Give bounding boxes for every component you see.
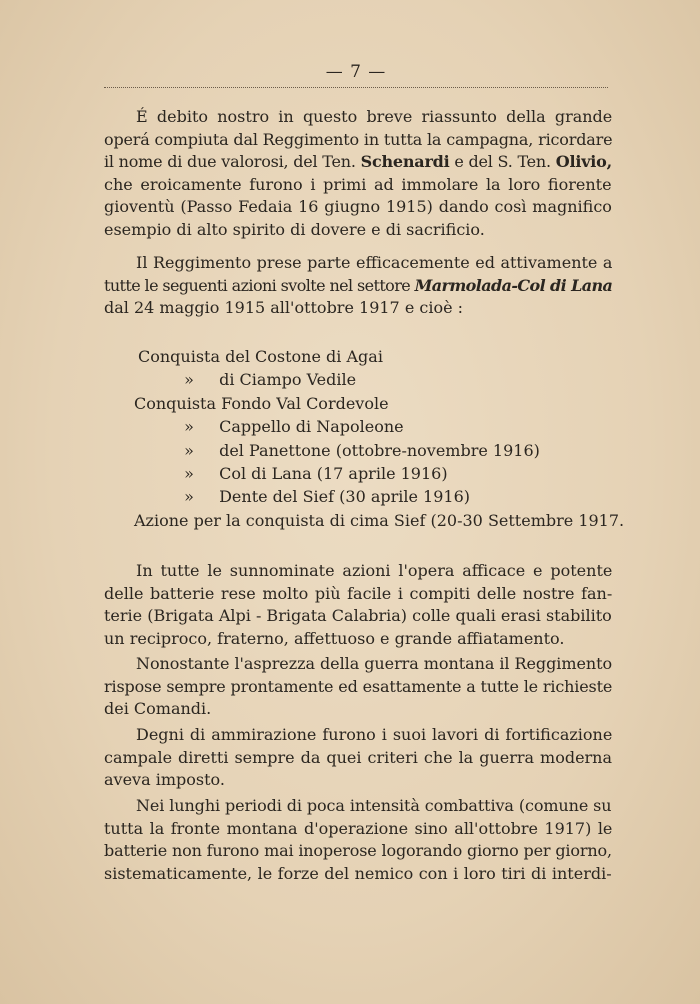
paragraph-3 [104, 560, 612, 650]
para1-line-1: É debito nostro in questo breve riassunto della grande [136, 107, 613, 126]
para5-line-2: campale diretti sempre da quei criteri che la guerra moderna [104, 747, 613, 767]
para2-line-3: dal 24 maggio 1915 all'ottobre 1917 e cioè : [104, 298, 464, 318]
list-item-text: di Ciampo Vedile [219, 370, 357, 390]
para1-line-3 [104, 151, 612, 174]
list-item [138, 485, 618, 508]
list-item-text: Dente del Sief (30 aprile 1916) [219, 487, 471, 507]
para6-line-1: Nei lunghi periodi di poca intensità combattiva (comune su [136, 796, 612, 815]
ditto-mark: » [184, 370, 194, 390]
name-olivio: Olivio, [555, 152, 612, 172]
para4-line-2: rispose sempre prontamente ed esattamente a tutte le richieste [104, 676, 613, 696]
para3-line-1: In tutte le sunnominate azioni l'opera afficace e potente [136, 561, 613, 580]
paragraph-6 [104, 795, 612, 885]
list-item: Conquista del Costone di Agai [138, 347, 383, 366]
para1-line-2: operá compiuta dal Reggimento in tutta la campagna, ricordare [104, 129, 613, 149]
para6-line-2: tutta la fronte montana d'operazione sino all'ottobre 1917) le [104, 818, 613, 838]
list-item [138, 415, 618, 438]
list-item [138, 368, 618, 391]
list-item-text: del Panettone (ottobre-novembre 1916) [219, 440, 540, 460]
name-schenardi: Schenardi [360, 152, 450, 172]
para2-line-1: Il Reggimento prese parte efficacemente ed attivamente a [136, 253, 613, 272]
para2-line-2 [104, 275, 612, 298]
para2-line-2a: tutte le seguenti azioni svolte nel settore [104, 275, 411, 295]
sector-name: Marmolada-Col di Lana [414, 275, 613, 295]
para4-line-1: Nonostante l'asprezza della guerra montana il Reggimento [136, 654, 613, 673]
paragraph-2 [104, 252, 612, 320]
actions-list [134, 345, 625, 532]
list-item-text: Col di Lana (17 aprile 1916) [219, 463, 448, 483]
list-item: Conquista Fondo Val Cordevole [134, 393, 389, 413]
para5-line-1: Degni di ammirazione furono i suoi lavori di fortificazione [136, 725, 613, 744]
para4-line-3: dei Comandi. [104, 699, 212, 719]
para6-line-4: sistematicamente, le forze del nemico con i loro tiri di interdi- [104, 863, 612, 883]
para1-line-5: gioventù (Passo Fedaia 16 giugno 1915) dando così magnifico [104, 197, 612, 217]
paragraph-4 [104, 653, 612, 721]
list-item [138, 439, 618, 462]
ditto-mark: » [184, 440, 194, 460]
header-rule [104, 87, 608, 88]
page-number: — 7 — [325, 62, 387, 82]
para1-line-6: esempio di alto spirito di dovere e di sacrificio. [104, 219, 485, 239]
para3-line-2: delle batterie rese molto più facile i compiti delle nostre fan- [104, 583, 613, 603]
para1-line-4: che eroicamente furono i primi ad immolare la loro fiorente [104, 174, 612, 194]
para1-line-3a: il nome di due valorosi, del Ten. [104, 152, 356, 172]
list-item: Azione per la conquista di cima Sief (20-30 Settembre 1917. [134, 510, 625, 530]
para5-line-3: aveva imposto. [104, 770, 225, 790]
paragraph-5 [104, 724, 612, 792]
ditto-mark: » [184, 463, 194, 483]
list-item [138, 462, 618, 485]
list-item-text: Cappello di Napoleone [219, 417, 404, 437]
para1-line-3c: e del S. Ten. [454, 152, 551, 172]
para3-line-4: un reciproco, fraterno, affettuoso e grande affiatamento. [104, 628, 565, 648]
ditto-mark: » [184, 417, 194, 437]
para6-line-3: batterie non furono mai inoperose logorando giorno per giorno, [104, 841, 612, 861]
paragraph-1 [104, 106, 612, 242]
para3-line-3: terie (Brigata Alpi - Brigata Calabria) colle quali erasi stabilito [104, 606, 612, 626]
ditto-mark: » [184, 487, 194, 507]
